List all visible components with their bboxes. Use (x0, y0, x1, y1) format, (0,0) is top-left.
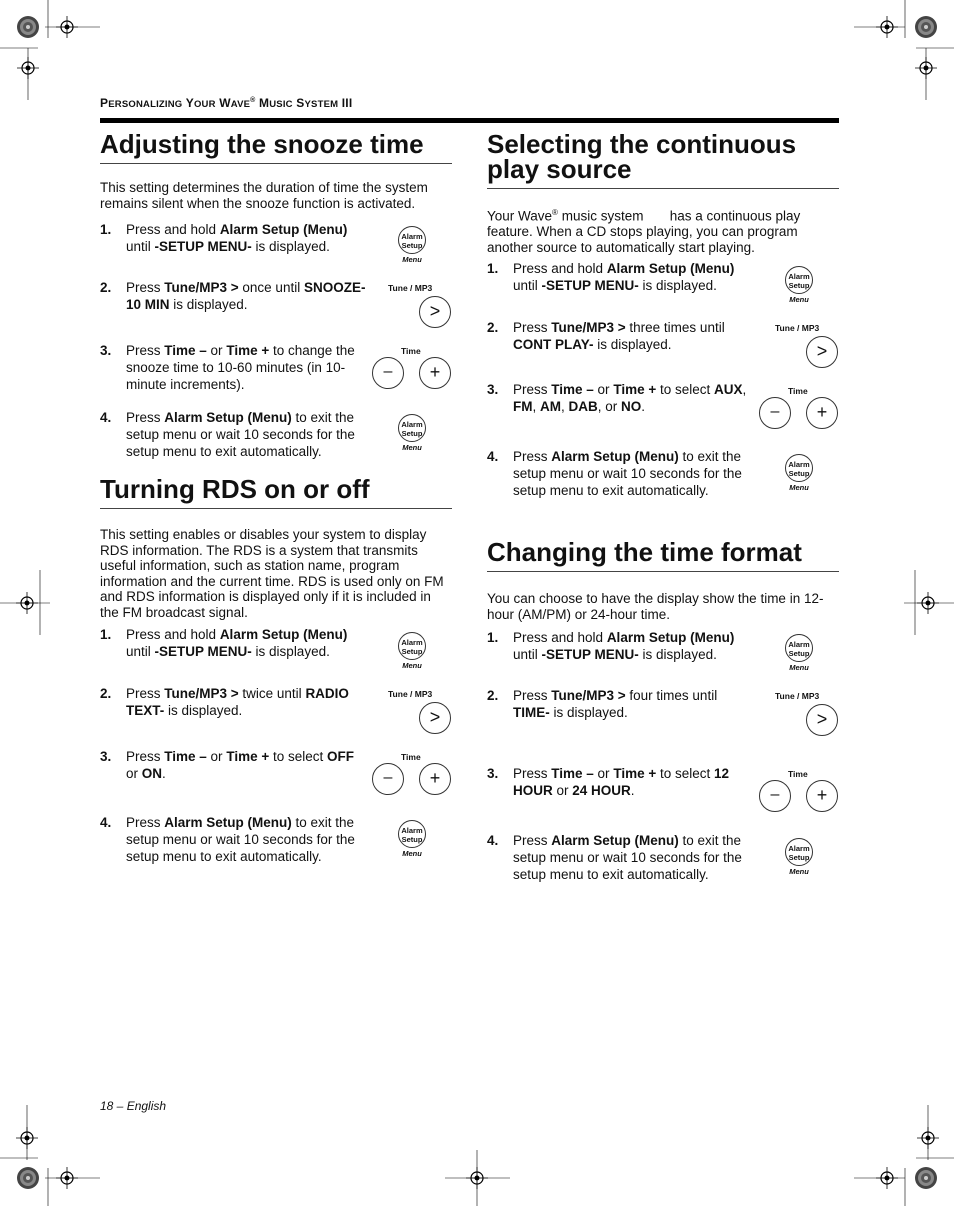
plus-icon: + (419, 357, 451, 389)
timeformat-section (487, 537, 839, 622)
time-buttons-icon: Time – + (758, 769, 840, 811)
plus-icon: + (806, 397, 838, 429)
minus-icon: – (372, 357, 404, 389)
section-title: Changing the time format (487, 540, 839, 572)
rds-section (100, 474, 452, 621)
tune-mp3-icon: Tune / MP3 > (775, 691, 841, 737)
chevron-right-icon: > (419, 702, 451, 734)
chevron-right-icon: > (806, 704, 838, 736)
alarm-setup-menu-icon: Alarm Setup Menu (783, 266, 817, 310)
section-title: Selecting the continuous play source (487, 132, 839, 189)
snooze-section (100, 129, 452, 211)
alarm-setup-menu-icon: Alarm Setup Menu (396, 414, 430, 458)
chevron-right-icon: > (419, 296, 451, 328)
section-title: Adjusting the snooze time (100, 132, 452, 164)
alarm-setup-menu-icon: Alarm Setup Menu (783, 454, 817, 498)
time-buttons-icon: Time – + (371, 346, 453, 388)
section-title: Turning RDS on or off (100, 477, 452, 509)
time-buttons-icon: Time – + (371, 752, 453, 794)
page-footer: 18 – English (100, 1099, 167, 1113)
running-head: PERSONALIZING YOUR WAVE® MUSIC SYSTEM III (100, 96, 353, 110)
alarm-setup-menu-icon: Alarm Setup Menu (396, 820, 430, 864)
tune-mp3-icon: Tune / MP3 > (775, 323, 841, 369)
section-intro: This setting enables or disables your system to display RDS information. The RDS is a system that transmits useful information, such as station name, program information and the current time. RDS is used only on FM and RDS information is displayed only if it is included in the FM broadcast signal. (100, 527, 444, 620)
alarm-setup-menu-icon: Alarm Setup Menu (396, 226, 430, 270)
chevron-right-icon: > (806, 336, 838, 368)
time-buttons-icon: Time – + (758, 386, 840, 428)
minus-icon: – (759, 397, 791, 429)
section-intro: This setting determines the duration of time the system remains silent when the snooze function is activated. (100, 180, 428, 211)
alarm-setup-menu-icon: Alarm Setup Menu (783, 634, 817, 678)
plus-icon: + (419, 763, 451, 795)
section-intro: Your Wave® music system has a continuous play feature. When a CD stops playing, you can program another source to automatically start playing. (487, 208, 805, 255)
plus-icon: + (806, 780, 838, 812)
minus-icon: – (372, 763, 404, 795)
alarm-setup-menu-icon: Alarm Setup Menu (783, 838, 817, 882)
tune-mp3-icon: Tune / MP3 > (388, 689, 454, 735)
header-rule (100, 118, 839, 123)
continuous-section (487, 129, 839, 255)
minus-icon: – (759, 780, 791, 812)
section-intro: You can choose to have the display show the time in 12-hour (AM/PM) or 24-hour time. (487, 591, 824, 622)
alarm-setup-menu-icon: Alarm Setup Menu (396, 632, 430, 676)
tune-mp3-icon: Tune / MP3 > (388, 283, 454, 329)
